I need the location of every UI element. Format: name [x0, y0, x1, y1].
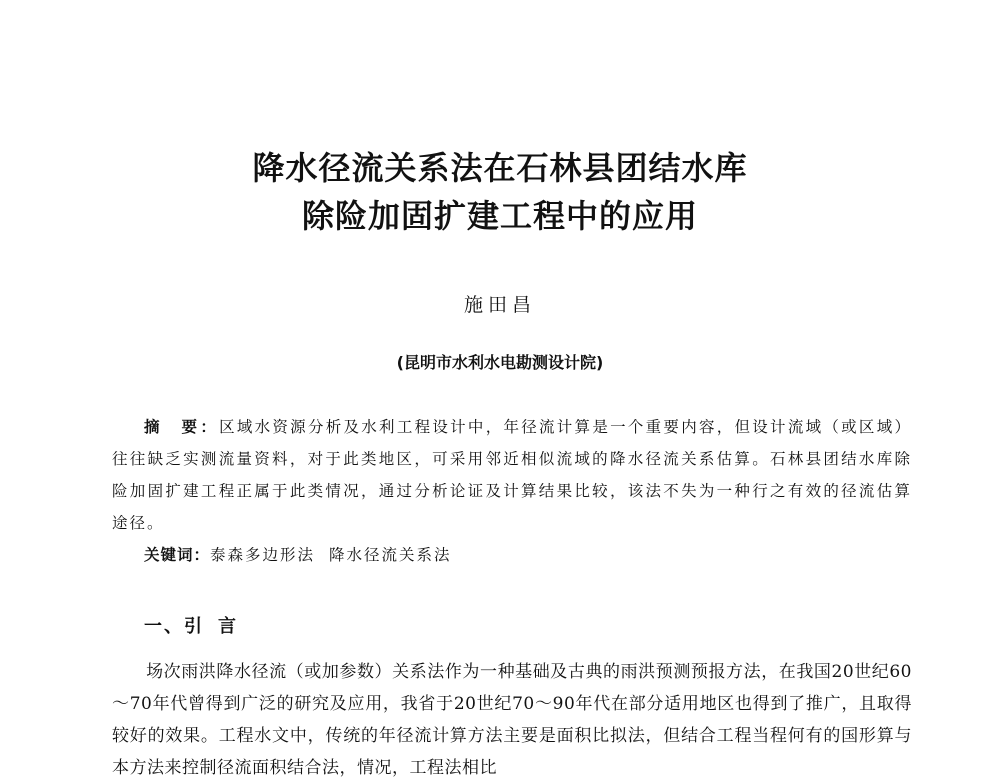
paper-title-line1: 降水径流关系法在石林县团结水库 — [252, 149, 748, 187]
author-affiliation: (昆明市水利水电勘测设计院) — [396, 353, 604, 372]
keywords-label: 关键词： — [144, 546, 211, 564]
keyword-item: 泰森多边形法 — [210, 546, 316, 564]
abstract-label: 摘 要： — [144, 418, 220, 436]
abstract-text: 区域水资源分析及水利工程设计中，年径流计算是一个重要内容，但设计流域（或区域）往往缺乏实测流量资料，对于此类地区，可采用邻近相似流域的降水径流关系估算。石林县团结水库除险加固扩建工程正属于此类情况，通过分析论证及计算结果比较，该法不失为一种行之有效的径流估算途径。 — [112, 418, 912, 532]
body-paragraph — [112, 656, 912, 784]
keywords — [144, 539, 904, 571]
section-heading — [144, 612, 238, 638]
abstract — [112, 411, 912, 539]
section-title-part: 言 — [218, 616, 238, 637]
paper-title-line2: 除险加固扩建工程中的应用 — [301, 197, 698, 235]
keyword-item: 降水径流关系法 — [329, 546, 452, 564]
section-title-part: 引 — [184, 616, 204, 637]
body-paragraph-text: 场次雨洪降水径流（或加参数）关系法作为一种基础及古典的雨洪预测预报方法，在我国20世纪60～70年代曾得到广泛的研究及应用，我省于20世纪70～90年代在部分适用地区也得到了推广，且取得较好的效果。工程水文中，传统的年径流计算方法主要是面积比拟法，但结合工程当程何有的国形算与本方法来控制径流面积结合法，情况，工程法相比 — [112, 662, 912, 778]
section-number: 一、 — [144, 616, 184, 637]
author-name: 施田昌 — [463, 294, 536, 316]
